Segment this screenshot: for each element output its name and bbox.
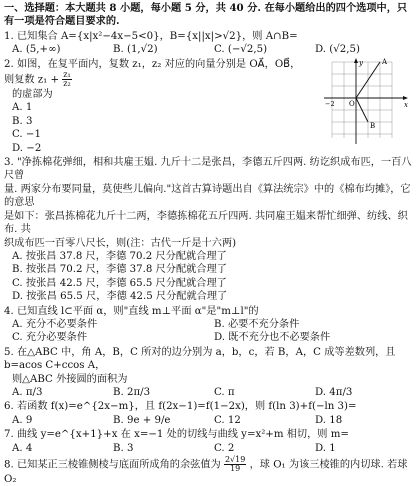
question-3-line-4: 织成布匹一百零八尺长，则(注：古代一斤是十六两) <box>4 237 237 249</box>
question-2-stem-part-a: 2. 如图，在复平面内，复数 z₁，z₂ 对应的向量分别是 OA⃗，OB⃗，则复数 z₁ + <box>4 58 301 86</box>
question-4-options-row-1 <box>4 318 416 331</box>
question-1-stem: 1. 已知集合 A={x|x²−4x−5<0}，B={x||x|>√2}，则 A∩B= <box>4 30 298 42</box>
option-d[interactable]: D. 18 <box>315 414 343 426</box>
question-7-options <box>4 442 416 455</box>
section-title: 一、选择题：本大题共 8 小题，每小题 5 分，共 40 分. 在每小题给出的四个选项中，只有一项是符合题目要求的. <box>4 2 408 28</box>
option-b[interactable]: B. 3 <box>12 115 33 127</box>
question-4-stem: 4. 已知直线 l⊂平面 α，则"直线 m⊥平面 α"是"m⊥l"的 <box>4 305 259 317</box>
fraction-denominator: z₂ <box>63 79 71 89</box>
option-a[interactable]: A. (5,+∞) <box>12 44 61 56</box>
option-d[interactable]: D. 既不充分也不必要条件 <box>214 332 331 344</box>
question-2-stem-part-b: 的虚部为 <box>12 89 53 101</box>
option-c[interactable]: C. 2 <box>214 442 235 454</box>
fraction-denominator: 19 <box>230 464 241 473</box>
option-c[interactable]: C. −1 <box>12 129 41 141</box>
option-c[interactable]: C. 充分必要条件 <box>12 332 88 344</box>
option-d[interactable]: D. 1 <box>315 442 336 454</box>
question-7 <box>4 428 416 455</box>
option-c[interactable]: C. 按张昌 42.5 尺，李德 65.5 尺分配就合理了 <box>12 277 227 289</box>
question-8-stem-part-b: ，球 O₁ 为该三棱锥的内切球. 若球 O₂ <box>4 459 408 485</box>
option-a[interactable]: A. 1 <box>12 102 33 114</box>
question-7-stem: 7. 曲线 y=e^{x+1}+x 在 x=−1 处的切线与曲线 y=x²+m 相切，则 m= <box>4 429 349 441</box>
question-2 <box>4 58 416 155</box>
question-3 <box>4 156 416 303</box>
option-b[interactable]: B. 必要不充分条件 <box>214 318 300 330</box>
exam-page <box>4 2 416 486</box>
origin-label: O <box>349 99 355 108</box>
question-4 <box>4 305 416 345</box>
option-a[interactable]: A. 按张昌 37.8 尺，李德 70.2 尺分配就合理了 <box>12 250 227 262</box>
y-axis-label: y <box>359 58 363 67</box>
option-b[interactable]: B. (1,√2) <box>113 44 158 56</box>
question-5-options <box>4 386 416 399</box>
question-3-line-2: 量. 两家分布要同量，莫使些儿偏向."这首古算诗题出自《算法统宗》中的《棉布均摊》，它的意思 <box>4 183 411 209</box>
question-4-options-row-2 <box>4 331 416 344</box>
option-d[interactable]: D. −2 <box>12 142 42 154</box>
question-3-line-3: 是如下：张昌拣棉花九斤十二两，李德拣棉花五斤四两. 共同雇王媪来帮忙细弹、纺线、织布. 共 <box>4 210 408 236</box>
question-5 <box>4 346 416 400</box>
question-1-options <box>4 43 416 56</box>
option-a[interactable]: A. π/3 <box>12 386 43 398</box>
question-5-line-2: 则△ABC 外接圆的面积为 <box>12 373 128 385</box>
tick-minus-2-label: −2 <box>325 99 335 108</box>
option-b[interactable]: B. 9e + 9/e <box>113 414 171 426</box>
option-d[interactable]: D. (√2,5) <box>315 44 360 56</box>
option-b[interactable]: B. 按张昌 70.2 尺，李德 37.8 尺分配就合理了 <box>12 264 227 276</box>
fraction-numerator: z₁ <box>63 70 71 80</box>
question-8 <box>4 456 416 486</box>
complex-plane-graph <box>322 56 414 148</box>
option-c[interactable]: C. π <box>214 386 235 398</box>
option-c[interactable]: C. 12 <box>214 414 241 426</box>
question-2-stem <box>4 58 304 88</box>
question-6-stem: 6. 若函数 f(x)=e^{2x−m}，且 f(2x−1)=f(1−2x)，则 f(ln 3)+f(−ln 3)= <box>4 401 357 413</box>
option-a[interactable]: A. 4 <box>12 442 33 454</box>
option-d[interactable]: D. 按张昌 65.5 尺，李德 42.5 尺分配就合理了 <box>12 291 228 303</box>
point-b-label: B <box>370 121 376 130</box>
question-8-stem-part-a: 8. 已知某正三棱锥侧棱与底面所成角的余弦值为 <box>4 459 221 471</box>
cosine-fraction <box>224 456 246 473</box>
question-5-line-1: 5. 在△ABC 中，角 A，B，C 所对的边分别为 a，b，c，若 B，A，C 成等差数列，且 b=acos C+ccos A， <box>4 346 396 372</box>
option-b[interactable]: B. 2π/3 <box>113 386 151 398</box>
option-c[interactable]: C. (−√2,5) <box>214 44 268 56</box>
x-axis-label: x <box>404 100 408 109</box>
point-a-label: A <box>382 57 388 66</box>
fraction-numerator: 2√19 <box>224 455 246 464</box>
question-3-line-1: 3. "净拣棉花弹细，相和共雇王媪. 九斤十二是张昌，李德五斤四两. 纺讫织成布匹，一百八尺曾 <box>4 157 412 182</box>
option-a[interactable]: A. 9 <box>12 414 33 426</box>
option-b[interactable]: B. 3 <box>113 442 134 454</box>
question-6-options <box>4 414 416 427</box>
z1-over-z2-fraction <box>62 71 71 88</box>
question-1 <box>4 30 416 57</box>
option-d[interactable]: D. 4π/3 <box>315 386 353 398</box>
option-a[interactable]: A. 充分不必要条件 <box>12 318 98 330</box>
